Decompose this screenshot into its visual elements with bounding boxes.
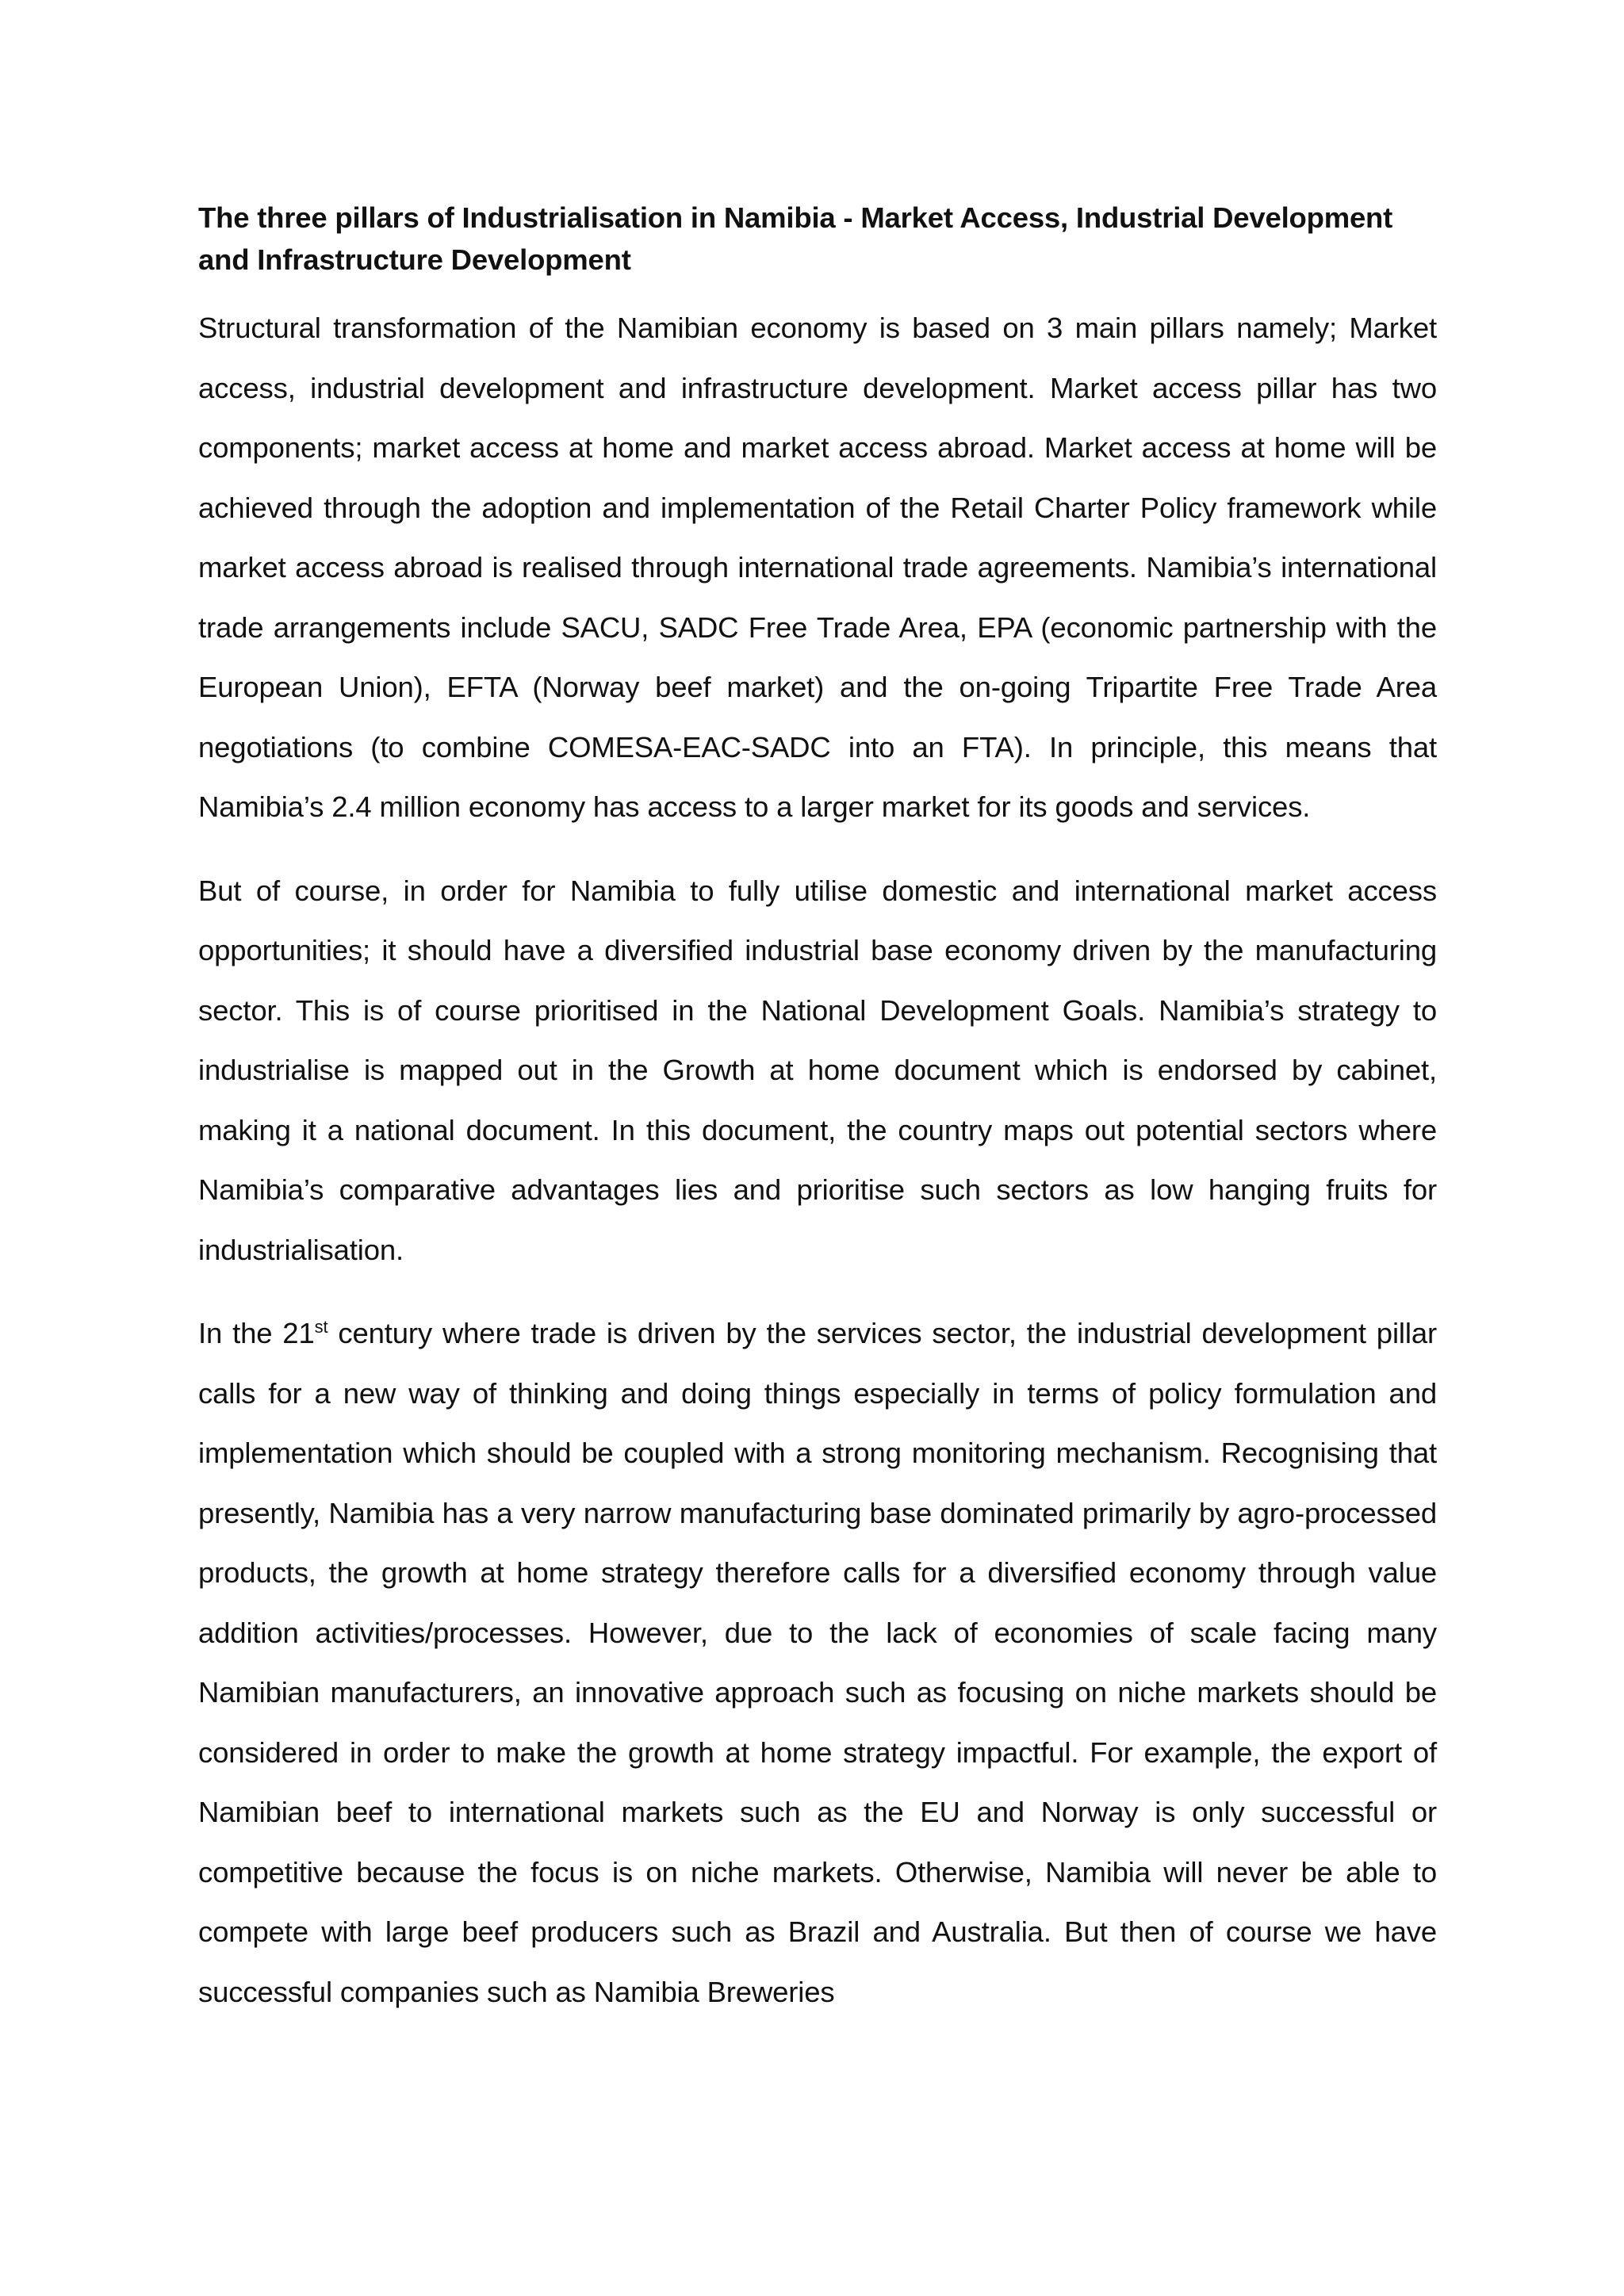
paragraph-industrial-development [198, 1303, 1437, 2022]
paragraph-body-text: century where trade is driven by the services sector, the industrial development pillar calls for a new way of thinking and doing things especially in terms of policy formulation and implementation which should be coupled with a strong monitoring mechanism. Recognising that presently, Namibia has a very narrow manufacturing base dominated primarily by agro-processed products, the growth at home strategy therefore calls for a diversified economy through value addition activities/processes. However, due to the lack of economies of scale facing many Namibian manufacturers, an innovative approach such as focusing on niche markets should be considered in order to make the growth at home strategy impactful. For example, the export of Namibian beef to international markets such as the EU and Norway is only successful or competitive because the focus is on niche markets. Otherwise, Namibia will never be able to compete with large beef producers such as Brazil and Australia. But then of course we have successful companies such as Namibia Breweries [198, 1317, 1437, 2008]
paragraph-industrial-base: But of course, in order for Namibia to fully utilise domestic and international market access opportunities; it should have a diversified industrial base economy driven by the manufacturing sector. This is of course prioritised in the National Development Goals. Namibia’s strategy to industrialise is mapped out in the Growth at home document which is endorsed by cabinet, making it a national document. In this document, the country maps out potential sectors where Namibia’s comparative advantages lies and prioritise such sectors as low hanging fruits for industrialisation. [198, 874, 1437, 1266]
paragraph-lead-text: In the 21 [198, 1317, 315, 1349]
ordinal-superscript: st [314, 1316, 328, 1337]
document-title: The three pillars of Industrialisation in Namibia - Market Access, Industrial Development and Infrastructure Development [198, 201, 1393, 276]
document-body [198, 197, 1437, 2022]
paragraph-market-access: Structural transformation of the Namibian economy is based on 3 main pillars namely; Market access, industrial development and infrastructure development. Market access pillar has two components; market access at home and market access abroad. Market access at home will be achieved through the adoption and implementation of the Retail Charter Policy framework while market access abroad is realised through international trade agreements. Namibia’s international trade arrangements include SACU, SADC Free Trade Area, EPA (economic partnership with the European Union), EFTA (Norway beef market) and the on-going Tripartite Free Trade Area negotiations (to combine COMESA-EAC-SADC into an FTA). In principle, this means that Namibia’s 2.4 million economy has access to a larger market for its goods and services. [198, 312, 1437, 823]
